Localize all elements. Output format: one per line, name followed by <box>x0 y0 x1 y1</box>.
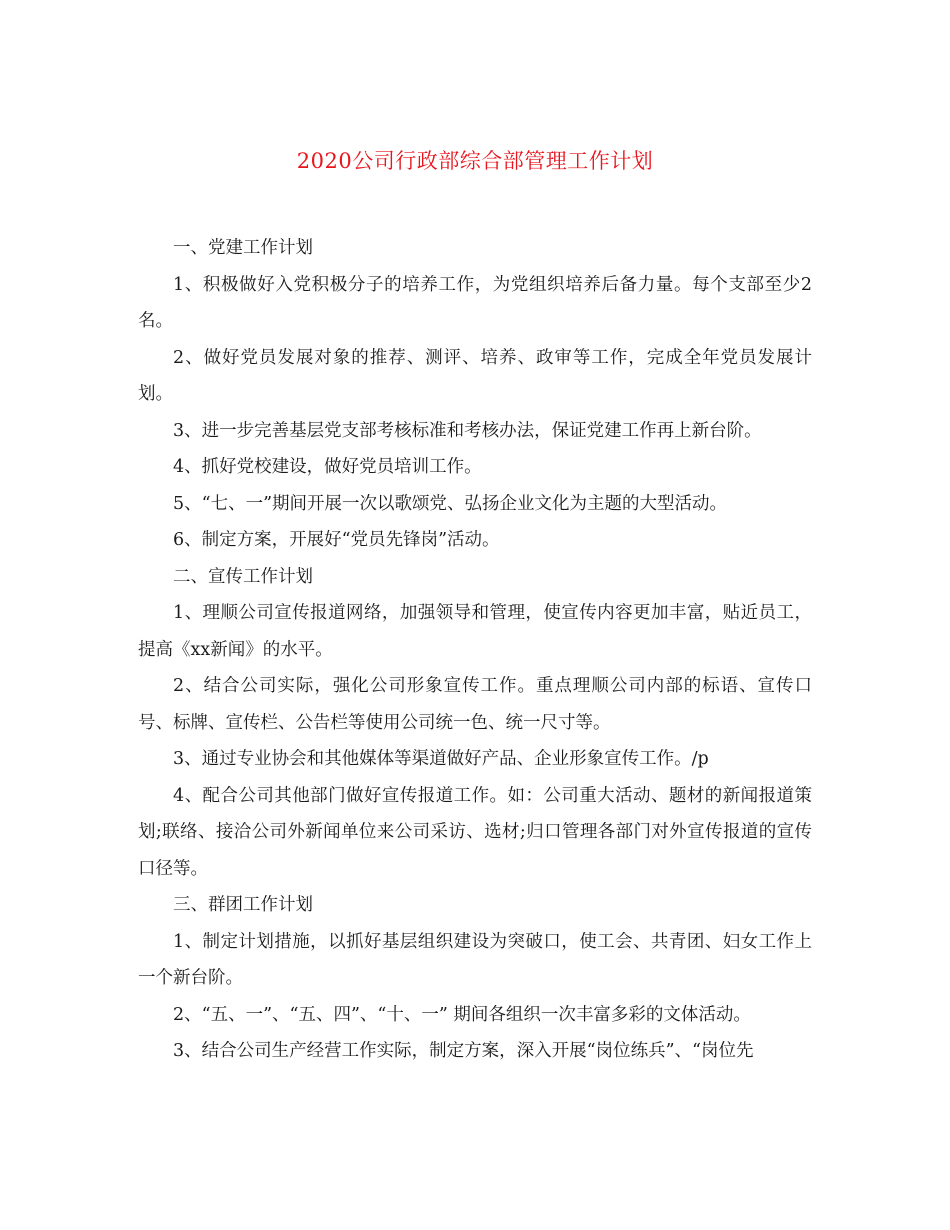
paragraph: 2、“五、一”、“五、四”、“十、一” 期间各组织一次丰富多彩的文体活动。 <box>173 1004 751 1025</box>
paragraph: 4、配合公司其他部门做好宣传报道工作。如：公司重大活动、题材的新闻报道策划;联络、接洽公司外新闻单位来公司采访、选材;归口管理各部门对外宣传报道的宣传口径等。 <box>138 785 812 879</box>
paragraph: 3、进一步完善基层党支部考核标准和考核办法，保证党建工作再上新台阶。 <box>173 420 762 441</box>
paragraph: 2、做好党员发展对象的推荐、测评、培养、政审等工作，完成全年党员发展计划。 <box>138 347 812 404</box>
section-heading-mass-organizations: 三、群团工作计划 <box>173 895 313 915</box>
section-heading-party-building: 一、党建工作计划 <box>173 238 313 258</box>
document-body <box>138 230 812 1070</box>
paragraph: 6、制定方案，开展好“党员先锋岗”活动。 <box>173 530 500 550</box>
document-title: 2020公司行政部综合部管理工作计划 <box>296 149 654 173</box>
paragraph: 1、制定计划措施，以抓好基层组织建设为突破口，使工会、共青团、妇女工作上一个新台阶。 <box>138 931 812 988</box>
section-heading-publicity: 二、宣传工作计划 <box>173 566 313 587</box>
paragraph: 1、积极做好入党积极分子的培养工作，为党组织培养后备力量。每个支部至少2名。 <box>138 274 812 331</box>
paragraph: 1、理顺公司宣传报道网络，加强领导和管理，使宣传内容更加丰富，贴近员工，提高《xx新闻》的水平。 <box>138 603 812 660</box>
paragraph: 4、抓好党校建设，做好党员培训工作。 <box>173 457 482 477</box>
paragraph: 2、结合公司实际，强化公司形象宣传工作。重点理顺公司内部的标语、宣传口号、标牌、宣传栏、公告栏等使用公司统一色、统一尺寸等。 <box>138 676 812 733</box>
paragraph: 3、结合公司生产经营工作实际，制定方案，深入开展“岗位练兵”、“岗位先 <box>173 1041 754 1061</box>
paragraph: 3、通过专业协会和其他媒体等渠道做好产品、企业形象宣传工作。/p <box>173 749 709 769</box>
paragraph: 5、“七、一”期间开展一次以歌颂党、弘扬企业文化为主题的大型活动。 <box>173 493 728 514</box>
